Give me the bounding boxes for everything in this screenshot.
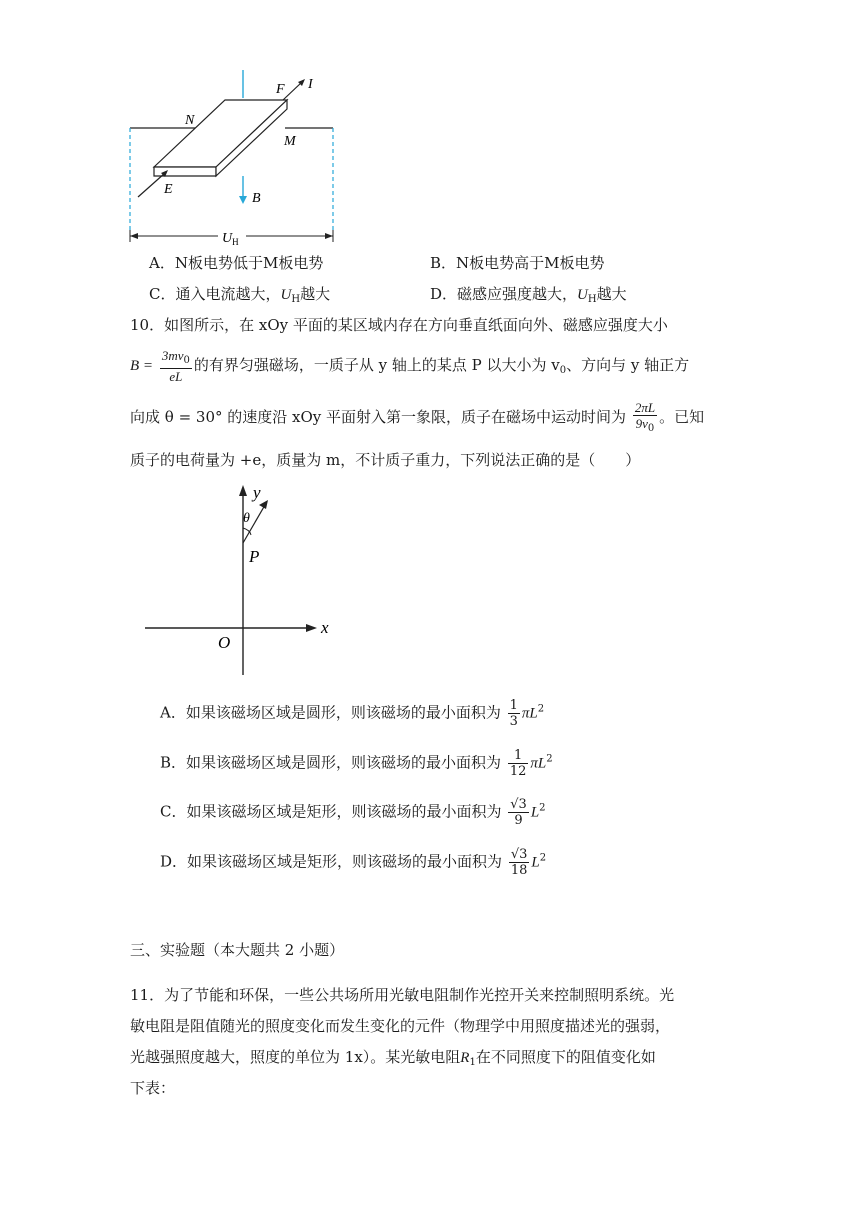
fraction-3mv0-over-eL: $\frac{3mv_0}{eL}$ xyxy=(161,348,190,384)
q10-line4: 质子的电荷量为 +e，质量为 m，不计质子重力，下列说法正确的是（ ） xyxy=(130,451,641,469)
label-y: y xyxy=(253,483,261,502)
hall-effect-figure xyxy=(120,60,360,250)
q10-option-a: A．如果该磁场区域是圆形，则该磁场的最小面积为 $\frac{1}{3}$ $\pi L^2$ xyxy=(160,698,545,729)
q10-option-b: B．如果该磁场区域是圆形，则该磁场的最小面积为 $\frac{1}{12}$ $\pi L^2$ xyxy=(160,748,553,779)
label-U: $U_H$ xyxy=(222,231,239,247)
label-x: x xyxy=(321,618,329,637)
label-theta: θ xyxy=(243,511,250,526)
coordinate-figure xyxy=(140,480,350,680)
q9-option-b: B．N板电势高于M板电势 xyxy=(430,254,605,272)
q11-line3: 光越强照度越大，照度的单位为 1x）。某光敏电阻$R_1$在不同照度下的阻值变化如 xyxy=(130,1048,656,1068)
section-title: 三、实验题（本大题共 2 小题） xyxy=(130,941,345,959)
q9-option-a: A．N板电势低于M板电势 xyxy=(149,254,324,272)
fraction-2piL-over-9v0: $\frac{2\pi L}{9v_0}$ xyxy=(634,400,656,434)
q10-option-d: D．如果该磁场区域是矩形，则该磁场的最小面积为 $\frac{√3}{18}$ $L^2$ xyxy=(160,847,547,878)
label-O: O xyxy=(218,633,231,652)
q9-option-c: C．通入电流越大，$U_H$越大 xyxy=(149,285,331,305)
label-F: F xyxy=(276,82,285,97)
q10-line2: B = $\frac{3mv_0}{eL}$ 的有界匀强磁场，一质子从 y 轴上的某点 P 以大小为 $v_0$、方向与 y 轴正方 xyxy=(130,348,690,384)
q11-line4: 下表： xyxy=(130,1079,176,1097)
q10-option-c: C．如果该磁场区域是矩形，则该磁场的最小面积为 $\frac{√3}{9}$ $L^2$ xyxy=(160,797,546,828)
label-N: N xyxy=(185,113,195,128)
q10-line3: 向成 θ = 30° 的速度沿 xOy 平面射入第一象限，质子在磁场中运动时间为 $\frac{2\pi L}{9v_0}$ 。已知 xyxy=(130,400,705,434)
label-I: I xyxy=(308,77,313,92)
label-M: M xyxy=(284,134,296,149)
q11-line1: 11．为了节能和环保，一些公共场所用光敏电阻制作光控开关来控制照明系统。光 xyxy=(130,986,675,1004)
label-B: B xyxy=(252,191,261,206)
q11-line2: 敏电阻是阻值随光的照度变化而发生变化的元件（物理学中用照度描述光的强弱， xyxy=(130,1017,671,1035)
label-E: E xyxy=(164,182,173,197)
q10-line1: 10．如图所示，在 xOy 平面的某区域内存在方向垂直纸面向外、磁感应强度大小 xyxy=(130,316,668,334)
q9-option-d: D．磁感应强度越大，$U_H$越大 xyxy=(430,285,627,305)
label-P: P xyxy=(249,547,260,566)
